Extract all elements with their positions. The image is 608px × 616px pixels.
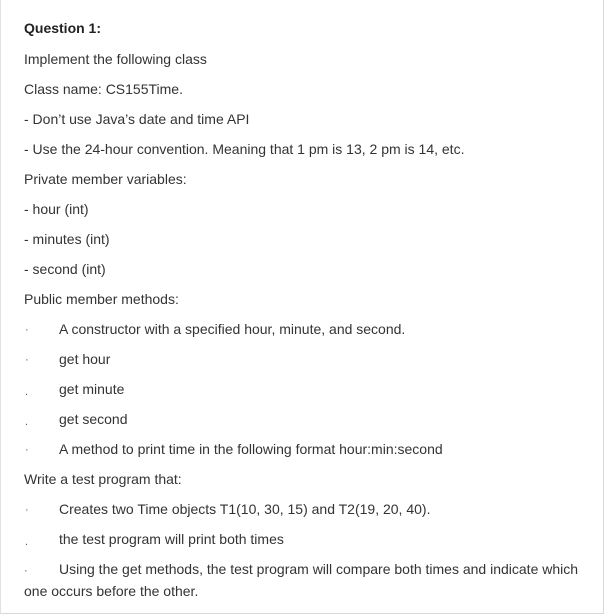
list-bullet: ·: [25, 324, 29, 336]
list-bullet: .: [25, 536, 29, 548]
method-print-time: A method to print time in the following format hour:min:second: [59, 441, 443, 457]
rule-no-date-api: - Don’t use Java’s date and time API: [24, 111, 250, 127]
method-get-hour: get hour: [59, 351, 111, 367]
public-methods-heading: Public member methods:: [24, 291, 179, 307]
rule-24-hour: - Use the 24-hour convention. Meaning that 1 pm is 13, 2 pm is 14, etc.: [24, 141, 465, 157]
private-var-minutes: - minutes (int): [24, 231, 110, 247]
private-var-second: - second (int): [24, 261, 106, 277]
method-constructor: A constructor with a specified hour, minute, and second.: [59, 321, 406, 337]
test-compare-paragraph: [24, 559, 584, 601]
intro-text: Implement the following class: [24, 51, 207, 67]
test-program-heading: Write a test program that:: [24, 471, 182, 487]
method-get-minute: get minute: [59, 381, 125, 397]
test-compare-text: Using the get methods, the test program will compare both times and indicate which one occurs before the other.: [24, 561, 579, 599]
question-title: Question 1:: [24, 20, 102, 36]
list-bullet: ·: [24, 565, 28, 577]
test-create-objects: Creates two Time objects T1(10, 30, 15) and T2(19, 20, 40).: [59, 501, 431, 517]
method-get-second: get second: [59, 411, 128, 427]
list-bullet: ·: [25, 444, 29, 456]
test-print-times: the test program will print both times: [59, 531, 284, 547]
list-bullet: .: [25, 386, 29, 398]
list-bullet: ·: [25, 354, 29, 366]
class-name-text: Class name: CS155Time.: [24, 81, 183, 97]
private-vars-heading: Private member variables:: [24, 171, 187, 187]
private-var-hour: - hour (int): [24, 201, 89, 217]
list-bullet: .: [25, 416, 29, 428]
list-bullet: ·: [25, 504, 29, 516]
